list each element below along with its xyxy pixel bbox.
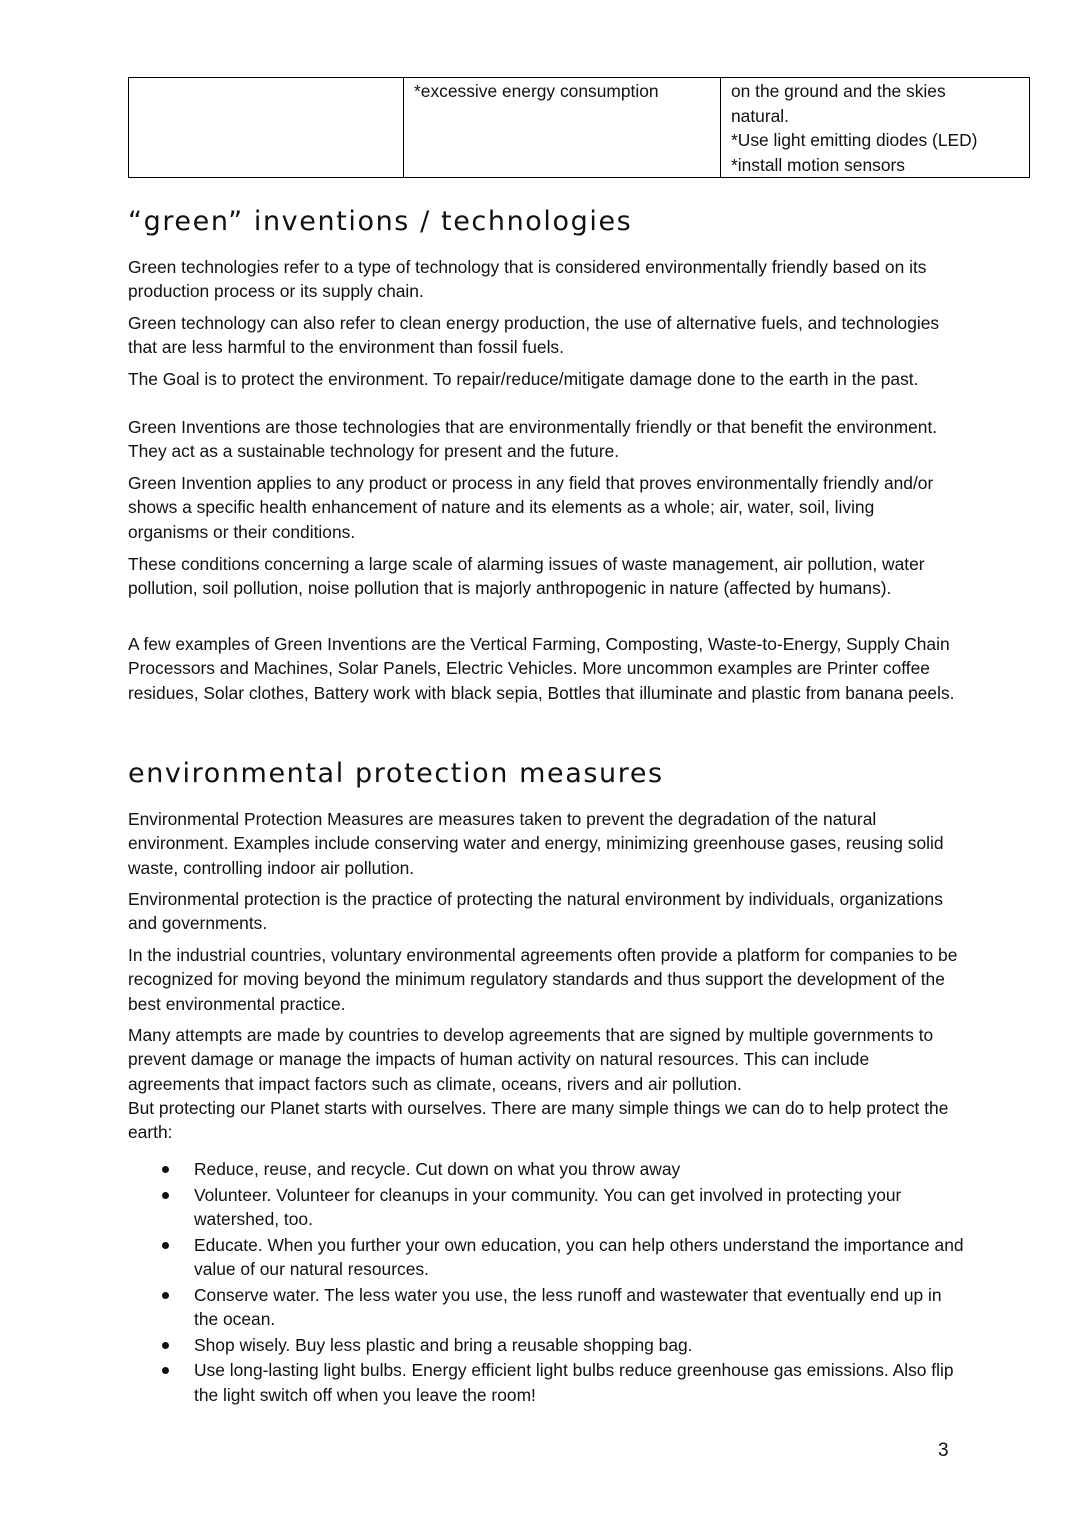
list-item-text: Educate. When you further your own education, you can help others understand the importance and value of our natural resources. <box>194 1234 964 1279</box>
paragraph: Green Inventions are those technologies that are environmentally friendly or that benefit the environment. They act as a sustainable technology for present and the future. <box>128 417 938 462</box>
list-item <box>128 1283 968 1332</box>
bullet-dot-icon <box>162 1242 169 1249</box>
paragraph: In the industrial countries, voluntary environmental agreements often provide a platform for companies to be recognized for moving beyond the minimum regulatory standards and thus support the development of the best environmental practice. <box>128 945 958 1014</box>
list-item <box>128 1358 968 1407</box>
list-item-text: Conserve water. The less water you use, the less runoff and wastewater that eventually end up in the ocean. <box>194 1284 942 1329</box>
table-cell-line: on the ground and the skies <box>731 81 946 101</box>
paragraph: Many attempts are made by countries to develop agreements that are signed by multiple governments to prevent damage or manage the impacts of human activity on natural resources. This can include agreements that impact factors such as climate, oceans, rivers and air pollution. <box>128 1025 934 1094</box>
bullet-dot-icon <box>162 1192 169 1199</box>
list-item <box>128 1157 968 1182</box>
table-fragment <box>128 77 1030 178</box>
table-cell-line: natural. <box>731 105 790 126</box>
bullet-dot-icon <box>162 1367 169 1374</box>
paragraph: The Goal is to protect the environment. To repair/reduce/mitigate damage done to the earth in the past. <box>128 369 919 389</box>
table-cell-2: *excessive energy consumption <box>404 78 721 177</box>
section-heading-green-inventions: “green” inventions / technologies <box>128 206 633 237</box>
list-item-text: Volunteer. Volunteer for cleanups in your community. You can get involved in protecting your watershed, too. <box>194 1184 902 1229</box>
paragraph: A few examples of Green Inventions are the Vertical Farming, Composting, Waste-to-Energy, Supply Chain Processors and Machines, Solar Panels, Electric Vehicles. More uncommon examples are Printer coffee residues, Solar clothes, Battery work with black sepia, Bottles that illuminate and plastic from banana peels. <box>128 634 955 703</box>
bullet-dot-icon <box>162 1166 169 1173</box>
bullet-dot-icon <box>162 1292 169 1299</box>
paragraph: Green technology can also refer to clean energy production, the use of alternative fuels, and technologies that are less harmful to the environment than fossil fuels. <box>128 313 940 358</box>
list-item <box>128 1233 968 1282</box>
paragraph: These conditions concerning a large scale of alarming issues of waste management, air pollution, water pollution, soil pollution, noise pollution that is majorly anthropogenic in nature (affected by humans). <box>128 554 925 599</box>
section-heading-environmental-protection: environmental protection measures <box>128 758 664 789</box>
table-cell-line: *install motion sensors <box>731 154 905 175</box>
table-cell-1 <box>129 78 404 177</box>
tips-bullet-list <box>128 1157 968 1408</box>
table-cell-3 <box>721 78 1029 177</box>
paragraph: Green Invention applies to any product or process in any field that proves environmentally friendly and/or shows a specific health enhancement of nature and its elements as a whole; air, water, soil, living organisms or their conditions. <box>128 473 934 542</box>
paragraph: Environmental protection is the practice of protecting the natural environment by individuals, organizations and governments. <box>128 889 943 934</box>
table-cell-line: *Use light emitting diodes (LED) <box>731 130 978 150</box>
list-item <box>128 1333 968 1358</box>
paragraph: But protecting our Planet starts with ourselves. There are many simple things we can do to help protect the earth: <box>128 1098 949 1143</box>
paragraph: Environmental Protection Measures are measures taken to prevent the degradation of the natural environment. Examples include conserving water and energy, minimizing greenhouse gases, reusing solid waste, controlling indoor air pollution. <box>128 809 944 878</box>
list-item-text: Use long-lasting light bulbs. Energy efficient light bulbs reduce greenhouse gas emissions. Also flip the light switch off when you leave the room! <box>194 1360 954 1405</box>
list-item-text: Reduce, reuse, and recycle. Cut down on what you throw away <box>194 1159 681 1179</box>
paragraph: Green technologies refer to a type of technology that is considered environmentally friendly based on its production process or its supply chain. <box>128 257 927 302</box>
list-item <box>128 1183 968 1232</box>
page-number: 3 <box>938 1440 949 1461</box>
bullet-dot-icon <box>162 1342 169 1349</box>
list-item-text: Shop wisely. Buy less plastic and bring a reusable shopping bag. <box>194 1334 693 1355</box>
